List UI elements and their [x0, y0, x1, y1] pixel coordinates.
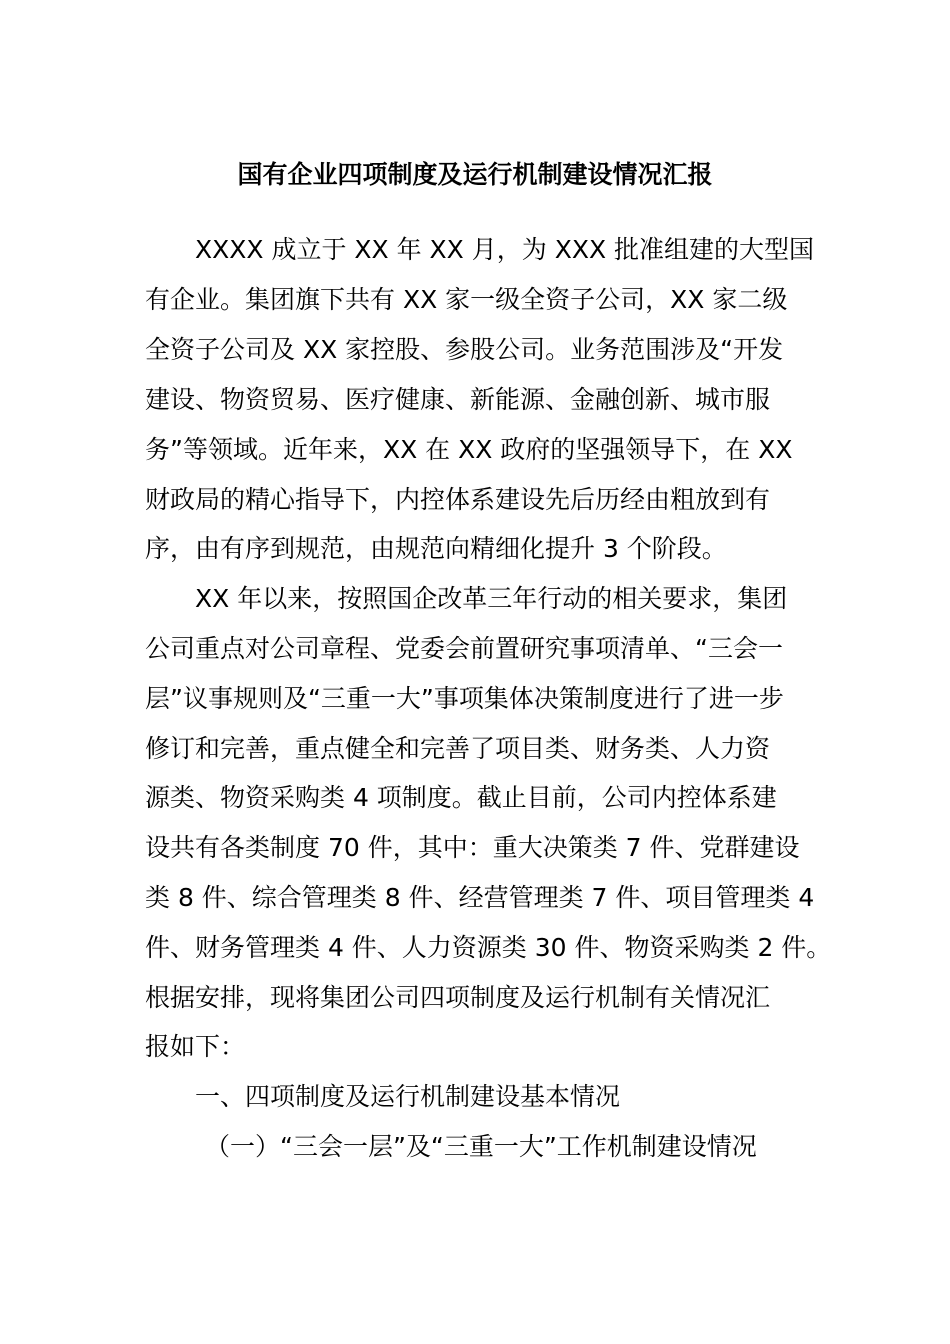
paragraph-line: 根据安排，现将集团公司四项制度及运行机制有关情况汇: [145, 983, 771, 1012]
paragraph-line: 修订和完善，重点健全和完善了项目类、财务类、人力资: [145, 734, 771, 763]
paragraph-line: 报如下：: [145, 1032, 246, 1061]
paragraph-line: 层”议事规则及“三重一大”事项集体决策制度进行了进一步: [145, 684, 784, 713]
paragraph-line: XXXX 成立于 XX 年 XX 月，为 XXX 批准组建的大型国: [195, 235, 815, 264]
paragraph-line: 财政局的精心指导下，内控体系建设先后历经由粗放到有: [145, 485, 771, 514]
paragraph-line: XX 年以来，按照国企改革三年行动的相关要求，集团: [195, 584, 788, 613]
paragraph-line: 务”等领域。近年来，XX 在 XX 政府的坚强领导下，在 XX: [145, 435, 793, 464]
paragraph-line: 有企业。集团旗下共有 XX 家一级全资子公司，XX 家二级: [145, 285, 788, 314]
section-heading: 一、四项制度及运行机制建设基本情况: [195, 1082, 621, 1111]
paragraph-line: 序，由有序到规范，由规范向精细化提升 3 个阶段。: [145, 534, 727, 563]
paragraph-line: 全资子公司及 XX 家控股、参股公司。业务范围涉及“开发: [145, 335, 784, 364]
paragraph-line: 类 8 件、综合管理类 8 件、经营管理类 7 件、项目管理类 4: [145, 883, 815, 912]
paragraph-line: 源类、物资采购类 4 项制度。截止目前，公司内控体系建: [145, 783, 777, 812]
document-title: 国有企业四项制度及运行机制建设情况汇报: [237, 160, 713, 189]
subsection-heading: （一）“三会一层”及“三重一大”工作机制建设情况: [205, 1132, 757, 1161]
paragraph-line: 件、财务管理类 4 件、人力资源类 30 件、物资采购类 2 件。: [145, 933, 832, 962]
paragraph-line: 建设、物资贸易、医疗健康、新能源、金融创新、城市服: [145, 385, 771, 414]
paragraph-line: 设共有各类制度 70 件，其中：重大决策类 7 件、党群建设: [145, 833, 800, 862]
paragraph-line: 公司重点对公司章程、党委会前置研究事项清单、“三会一: [145, 634, 783, 663]
